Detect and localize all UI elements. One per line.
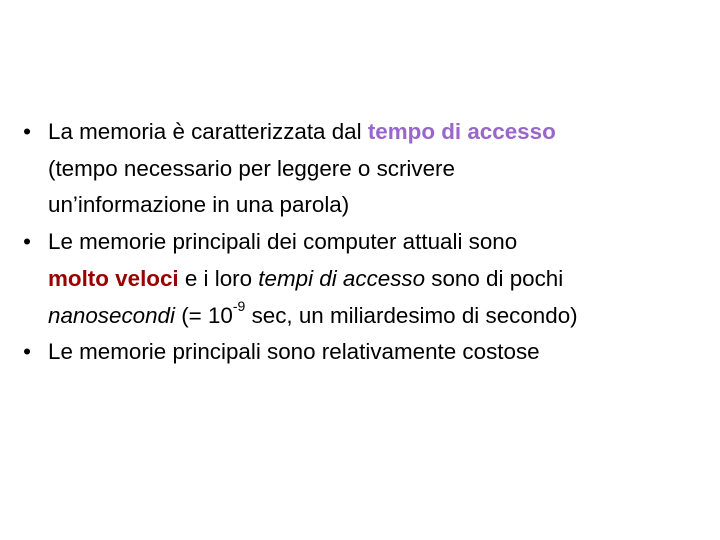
bullet-item-speed bbox=[20, 224, 720, 334]
bullet-2-emphasis: molto veloci bbox=[48, 265, 179, 291]
bullet-list bbox=[20, 114, 720, 371]
bullet-2-exponent: -9 bbox=[232, 298, 246, 315]
bullet-1-line-2: (tempo necessario per leggere o scrivere bbox=[48, 155, 455, 181]
bullet-2-end: sono di pochi bbox=[425, 265, 564, 291]
bullet-item-cost bbox=[20, 334, 720, 371]
bullet-dot-icon: • bbox=[23, 229, 31, 255]
bullet-3-line-1: Le memorie principali sono relativamente costose bbox=[48, 339, 540, 365]
bullet-dot-icon: • bbox=[23, 119, 31, 144]
bullet-2-after-exponent: sec, un miliardesimo di secondo) bbox=[245, 302, 578, 328]
bullet-2-line-3 bbox=[48, 298, 720, 335]
bullet-2-italic: tempi di accesso bbox=[258, 265, 426, 291]
bullet-1-line-1 bbox=[48, 114, 720, 151]
bullet-2-nanoseconds: nanosecondi bbox=[48, 302, 175, 328]
bullet-2-line-1: Le memorie principali dei computer attuali sono bbox=[48, 229, 518, 255]
bullet-1-line-3: un’informazione in una parola) bbox=[48, 192, 350, 218]
bullet-2-middle: e i loro bbox=[178, 265, 259, 291]
bullet-2-line-2 bbox=[48, 261, 720, 298]
bullet-dot-icon: • bbox=[23, 339, 31, 365]
bullet-2-before-exponent: (= 10 bbox=[175, 302, 233, 328]
bullet-1-emphasis: tempo di accesso bbox=[367, 119, 556, 144]
bullet-1-text: La memoria è caratterizzata dal bbox=[48, 119, 368, 144]
bullet-item-access-time bbox=[20, 114, 720, 224]
